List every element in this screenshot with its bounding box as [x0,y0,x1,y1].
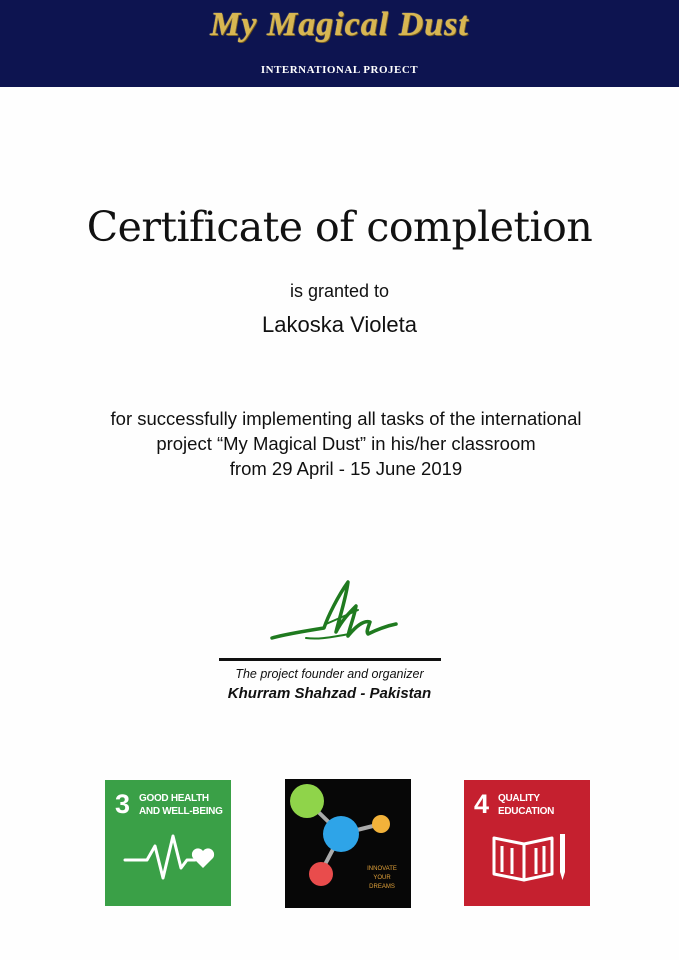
certificate-body [40,406,652,481]
signature-line [219,658,441,661]
founder-name: Khurram Shahzad - Pakistan [227,685,432,702]
project-subtitle: INTERNATIONAL PROJECT [260,64,419,76]
sdg3-logo [105,780,231,906]
sdg4-label: QUALITY EDUCATION [498,793,555,817]
sdg3-number: 3 [115,789,131,819]
granted-text: is granted to [289,281,390,301]
heartbeat-icon [105,780,231,906]
body-line: from 29 April - 15 June 2019 [229,458,463,479]
sdg3-label: GOOD HEALTH AND WELL-BEING [139,793,223,817]
innovate-logo [285,779,411,908]
certificate-title: Certificate of completion [86,203,593,251]
innovate-tagline: INNOVATE YOUR DREAMS [367,866,397,890]
founder-label: The project founder and organizer [235,667,424,681]
body-line: for successfully implementing all tasks of the international [110,408,582,429]
project-logo-text: My Magical Dust [210,6,469,43]
book-pencil-icon [464,780,590,906]
signature-image [266,576,402,654]
recipient-name: Lakoska Violeta [262,312,417,337]
header-banner [0,0,679,87]
sdg4-number: 4 [474,789,490,819]
sdg4-logo [464,780,590,906]
body-line: project “My Magical Dust” in his/her classroom [156,433,536,454]
